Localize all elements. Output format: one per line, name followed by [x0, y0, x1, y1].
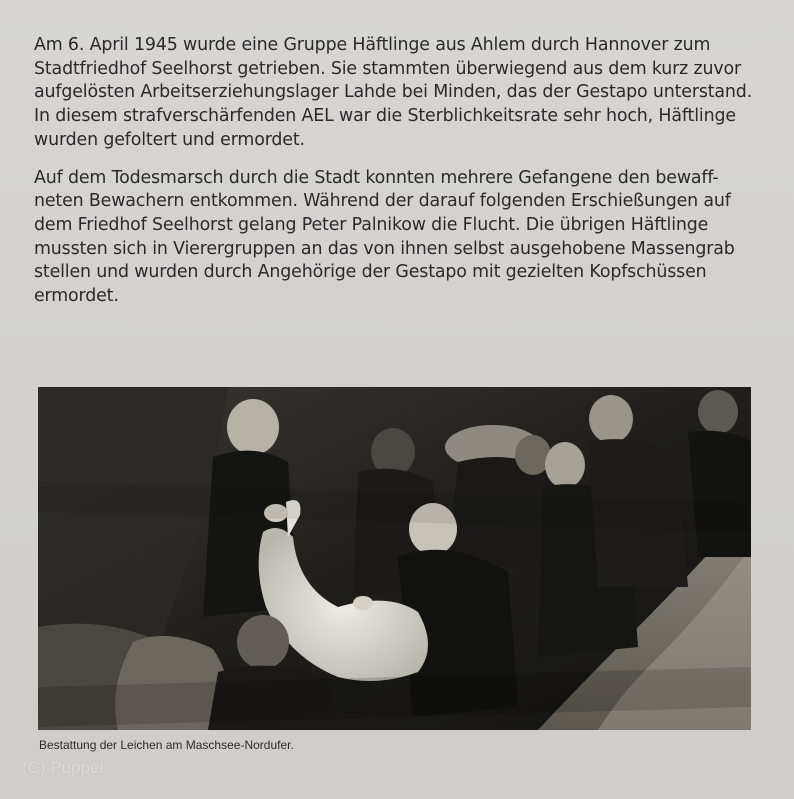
photo-illustration — [38, 387, 751, 730]
text-line: mussten sich in Vierergruppen an das von ihnen selbst ausgehobene Massengrab — [34, 238, 735, 259]
copyright-watermark: (C) Puppel — [22, 758, 104, 777]
text-line: Auf dem Todesmarsch durch die Stadt konnten mehrere Gefangene den bewaff- — [34, 167, 719, 188]
text-line: ermordet. — [34, 286, 119, 307]
paragraph-2 — [34, 167, 779, 309]
text-block — [34, 34, 779, 323]
historical-photo — [38, 387, 751, 730]
text-line: dem Friedhof Seelhorst gelang Peter Palnikow die Flucht. Die übrigen Häftlinge — [34, 214, 709, 235]
text-line: neten Bewachern entkommen. Während der darauf folgenden Erschießungen auf — [34, 191, 731, 212]
text-line: Stadtfriedhof Seelhorst getrieben. Sie stammten überwiegend aus dem kurz zuvor — [34, 58, 742, 79]
text-line: aufgelösten Arbeitserziehungslager Lahde bei Minden, das der Gestapo unterstand. — [34, 82, 753, 103]
text-line: In diesem strafverschärfenden AEL war die Sterblichkeitsrate sehr hoch, Häftlinge — [34, 106, 736, 127]
text-line: Am 6. April 1945 wurde eine Gruppe Häftlinge aus Ahlem durch Hannover zum — [34, 35, 711, 55]
paragraph-1 — [34, 34, 779, 153]
photo-caption: Bestattung der Leichen am Maschsee-Nordufer. — [39, 738, 294, 752]
text-line: stellen und wurden durch Angehörige der Gestapo mit gezielten Kopfschüssen — [34, 262, 707, 283]
text-line: wurden gefoltert und ermordet. — [34, 129, 305, 150]
